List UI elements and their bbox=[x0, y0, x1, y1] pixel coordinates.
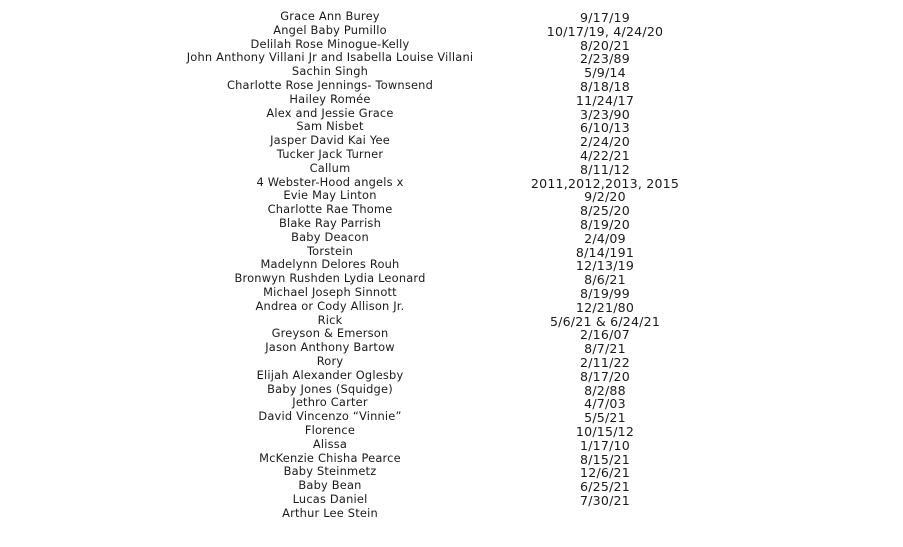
date-entry: 12/21/80 bbox=[575, 299, 635, 315]
date-entry: 8/18/18 bbox=[580, 78, 630, 94]
date-entry: 2011,2012,2013, 2015 bbox=[530, 175, 680, 191]
name-entry: Rick bbox=[317, 312, 343, 327]
date-entry: 6/25/21 bbox=[580, 479, 630, 495]
name-entry: Blake Ray Parrish bbox=[278, 215, 381, 230]
name-entry: Sachin Singh bbox=[291, 64, 369, 79]
name-entry: Sam Nisbet bbox=[296, 119, 364, 134]
name-entry: Baby Bean bbox=[298, 478, 362, 493]
name-entry: Florence bbox=[304, 422, 356, 437]
name-entry: Alex and Jessie Grace bbox=[266, 105, 394, 120]
date-entry: 9/2/20 bbox=[584, 189, 626, 205]
name-entry: Andrea or Cody Allison Jr. bbox=[255, 298, 405, 313]
date-entry: 2/23/89 bbox=[580, 51, 630, 67]
date-entry: 12/6/21 bbox=[580, 465, 630, 481]
name-entry: Greyson & Emerson bbox=[271, 326, 389, 341]
name-entry: Baby Jones (Squidge) bbox=[267, 381, 393, 396]
name-entry: Grace Ann Burey bbox=[280, 9, 380, 23]
date-entry: 9/17/19 bbox=[580, 10, 630, 25]
date-entry: 10/17/19, 4/24/20 bbox=[546, 23, 664, 39]
date-entry: 2/11/22 bbox=[580, 354, 630, 370]
name-entry: Hailey Romée bbox=[289, 91, 371, 106]
date-entry: 11/24/17 bbox=[575, 92, 635, 108]
date-entry: 2/16/07 bbox=[580, 327, 630, 343]
name-entry: Jason Anthony Bartow bbox=[265, 340, 395, 355]
date-entry: 6/10/13 bbox=[580, 120, 630, 136]
name-entry: Rory bbox=[316, 353, 344, 368]
date-entry: 2/4/09 bbox=[584, 230, 626, 246]
dates-column bbox=[515, 11, 695, 508]
name-entry: Charlotte Rose Jennings- Townsend bbox=[226, 77, 434, 92]
date-entry: 4/7/03 bbox=[584, 396, 626, 412]
date-entry: 8/20/21 bbox=[580, 37, 630, 53]
name-entry: David Vincenzo “Vinnie” bbox=[258, 409, 402, 424]
name-entry: Jasper David Kai Yee bbox=[270, 133, 390, 148]
date-entry: 8/14/191 bbox=[575, 244, 635, 260]
date-entry: 8/15/21 bbox=[580, 451, 630, 467]
name-entry: Bronwyn Rushden Lydia Leonard bbox=[234, 271, 426, 286]
name-entry: Evie May Linton bbox=[283, 188, 377, 203]
date-entry: 8/19/20 bbox=[580, 216, 630, 232]
name-entry: John Anthony Villani Jr and Isabella Louise Villani bbox=[186, 50, 474, 65]
name-entry: Charlotte Rae Thome bbox=[267, 202, 393, 217]
name-entry: Lucas Daniel bbox=[292, 491, 368, 506]
date-entry: 3/23/90 bbox=[580, 106, 630, 122]
date-entry: 8/6/21 bbox=[584, 272, 626, 288]
date-entry: 2/24/20 bbox=[580, 134, 630, 150]
date-entry: 5/5/21 bbox=[584, 410, 626, 426]
date-entry: 8/7/21 bbox=[584, 341, 626, 357]
date-entry: 4/22/21 bbox=[580, 147, 630, 163]
name-entry: Alissa bbox=[312, 436, 348, 451]
date-entry: 8/19/99 bbox=[580, 285, 630, 301]
date-entry: 8/11/12 bbox=[580, 161, 630, 177]
name-entry: McKenzie Chisha Pearce bbox=[259, 450, 401, 465]
date-entry: 8/17/20 bbox=[580, 368, 630, 384]
date-entry: 5/9/14 bbox=[584, 65, 626, 81]
name-entry: Baby Deacon bbox=[291, 229, 369, 244]
name-entry: Angel Baby Pumillo bbox=[273, 22, 387, 37]
date-entry: 8/2/88 bbox=[584, 382, 626, 398]
date-entry: 7/30/21 bbox=[580, 492, 630, 508]
name-entry: Torstein bbox=[306, 243, 354, 258]
name-entry: Arthur Lee Stein bbox=[282, 505, 378, 520]
name-entry: Madelynn Delores Rouh bbox=[260, 257, 400, 272]
date-entry: 5/6/21 & 6/24/21 bbox=[549, 313, 661, 329]
date-entry: 1/17/10 bbox=[580, 437, 630, 453]
name-entry: 4 Webster-Hood angels x bbox=[256, 174, 404, 189]
names-column bbox=[180, 10, 480, 520]
date-entry: 8/25/20 bbox=[580, 203, 630, 219]
name-entry: Michael Joseph Sinnott bbox=[263, 284, 397, 299]
name-entry: Baby Steinmetz bbox=[283, 464, 377, 479]
date-entry: 10/15/12 bbox=[575, 423, 635, 439]
name-entry: Jethro Carter bbox=[292, 395, 368, 410]
name-entry: Elijah Alexander Oglesby bbox=[256, 367, 404, 382]
name-entry: Callum bbox=[309, 160, 351, 175]
name-entry: Delilah Rose Minogue-Kelly bbox=[250, 36, 410, 51]
name-entry: Tucker Jack Turner bbox=[276, 146, 384, 161]
date-entry: 12/13/19 bbox=[575, 258, 635, 274]
